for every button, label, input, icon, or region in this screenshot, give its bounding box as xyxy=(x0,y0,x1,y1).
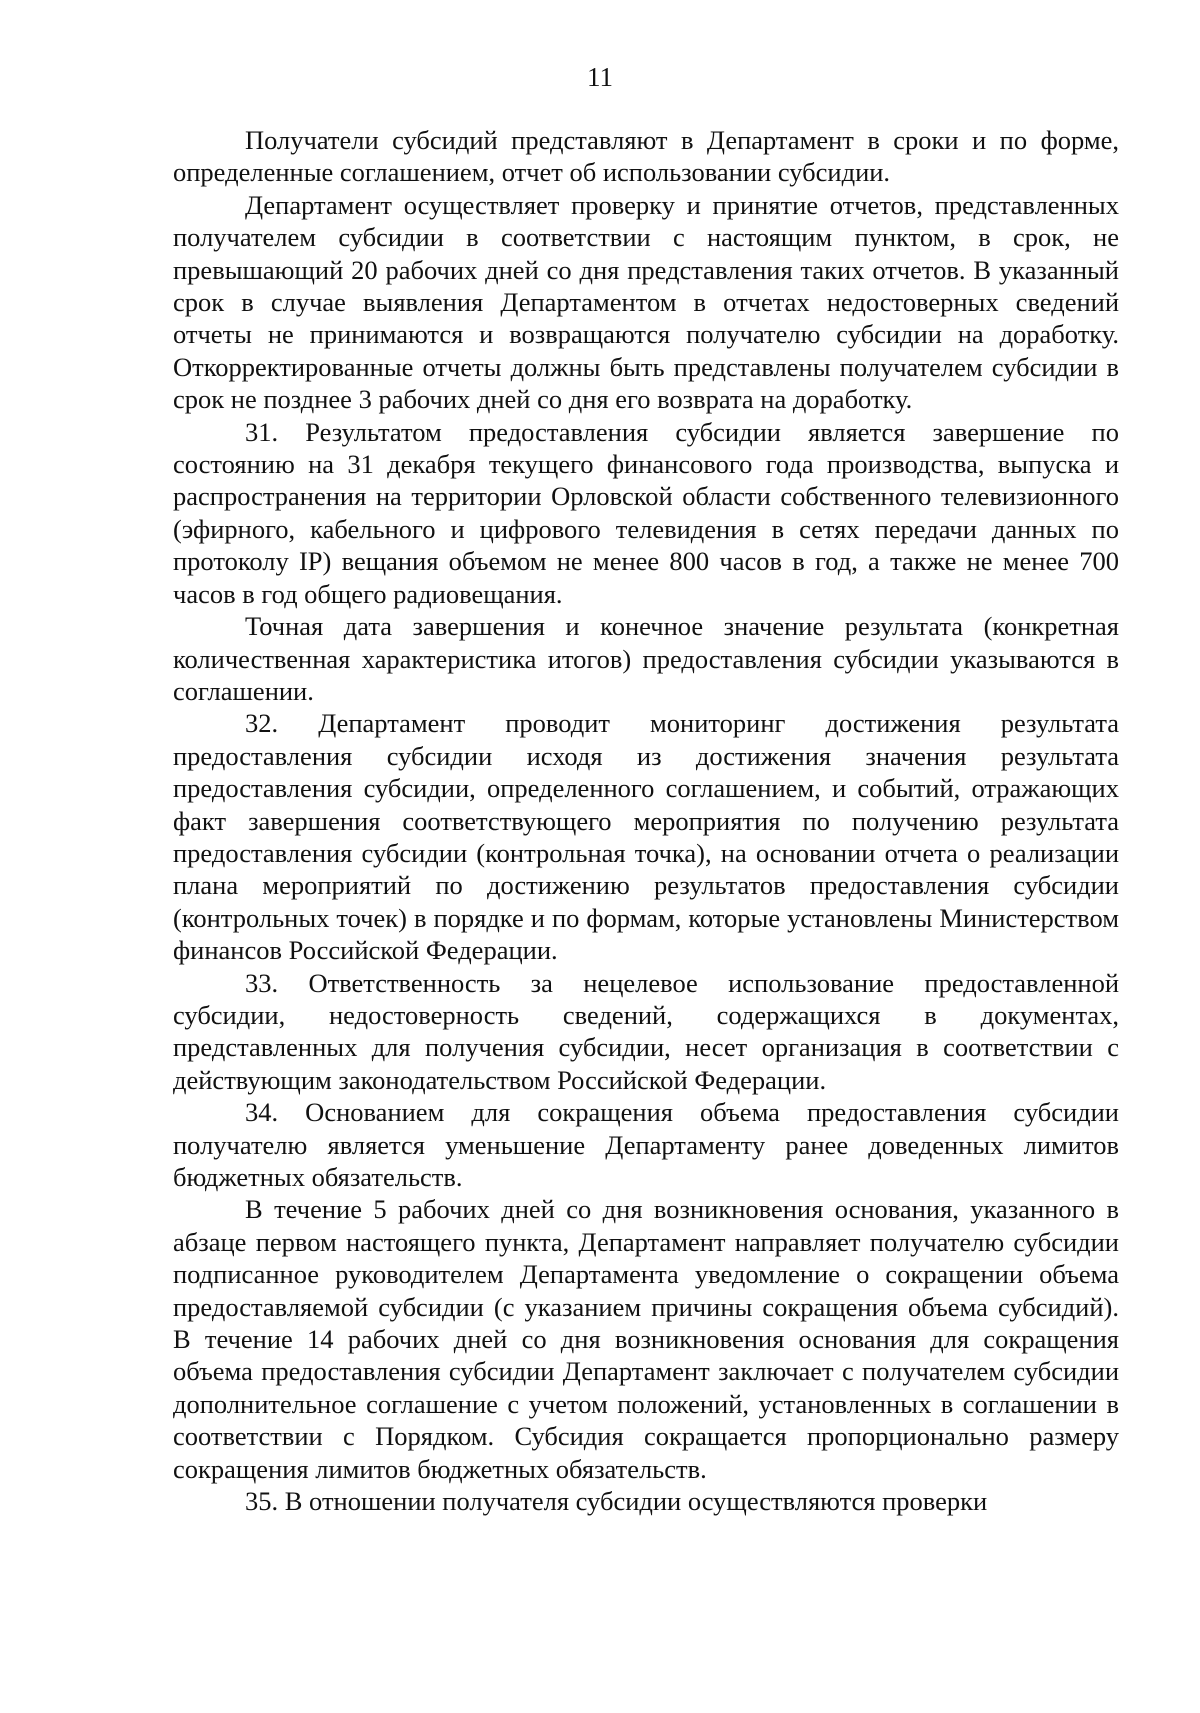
paragraph: В течение 5 рабочих дней со дня возникновения основания, указанного в абзаце первом настоящего пункта, Департамент направляет получателю субсидии подписанное руководителем Департамента уведомление о сокращении объема предоставляемой субсидии (с указанием причины сокращения объема субсидий). В течение 14 рабочих дней со дня возникновения основания для сокращения объема предоставления субсидии Департамент заключает с получателем субсидии дополнительное соглашение с учетом положений, установленных в соглашении в соответствии с Порядком. Субсидия сокращается пропорционально размеру сокращения лимитов бюджетных обязательств. xyxy=(173,1194,1119,1484)
paragraph-item-35: 35. В отношении получателя субсидии осуществляются проверки xyxy=(245,1486,988,1517)
paragraph-item-32: 32. Департамент проводит мониторинг достижения результата предоставления субсидии исходя из достижения значения результата предоставления субсидии, определенного соглашением, и событий, отражающих факт завершения соответствующего мероприятия по получению результата предоставления субсидии (контрольная точка), на основании отчета о реализации плана мероприятий по достижению результатов предоставления субсидии (контрольных точек) в порядке и по формам, которые установлены Министерством финансов Российской Федерации. xyxy=(173,708,1119,966)
document-body xyxy=(173,124,1119,1517)
paragraph: Точная дата завершения и конечное значение результата (конкретная количественная характеристика итогов) предоставления субсидии указываются в соглашении. xyxy=(173,611,1119,706)
paragraph-item-34: 34. Основанием для сокращения объема предоставления субсидии получателю является уменьшение Департаменту ранее доведенных лимитов бюджетных обязательств. xyxy=(173,1097,1119,1192)
paragraph-item-33: 33. Ответственность за нецелевое использование предоставленной субсидии, недостоверность сведений, содержащихся в документах, представленных для получения субсидии, несет организация в соответствии с действующим законодательством Российской Федерации. xyxy=(173,967,1119,1095)
paragraph: Департамент осуществляет проверку и принятие отчетов, представленных получателем субсидии в соответствии с настоящим пунктом, в срок, не превышающий 20 рабочих дней со дня представления таких отчетов. В указанный срок в случае выявления Департаментом в отчетах недостоверных сведений отчеты не принимаются и возвращаются получателю субсидии на доработку. Откорректированные отчеты должны быть представлены получателем субсидии в срок не позднее 3 рабочих дней со дня его возврата на доработку. xyxy=(173,189,1119,415)
paragraph: Получатели субсидий представляют в Департамент в сроки и по форме, определенные соглашением, отчет об использовании субсидии. xyxy=(173,125,1119,188)
paragraph-item-31: 31. Результатом предоставления субсидии является завершение по состоянию на 31 декабря текущего финансового года производства, выпуска и распространения на территории Орловской области собственного телевизионного (эфирного, кабельного и цифрового телевидения в сетях передачи данных по протоколу IP) вещания объемом не менее 800 часов в год, а также не менее 700 часов в год общего радиовещания. xyxy=(173,416,1119,609)
page-number: 11 xyxy=(587,62,613,92)
